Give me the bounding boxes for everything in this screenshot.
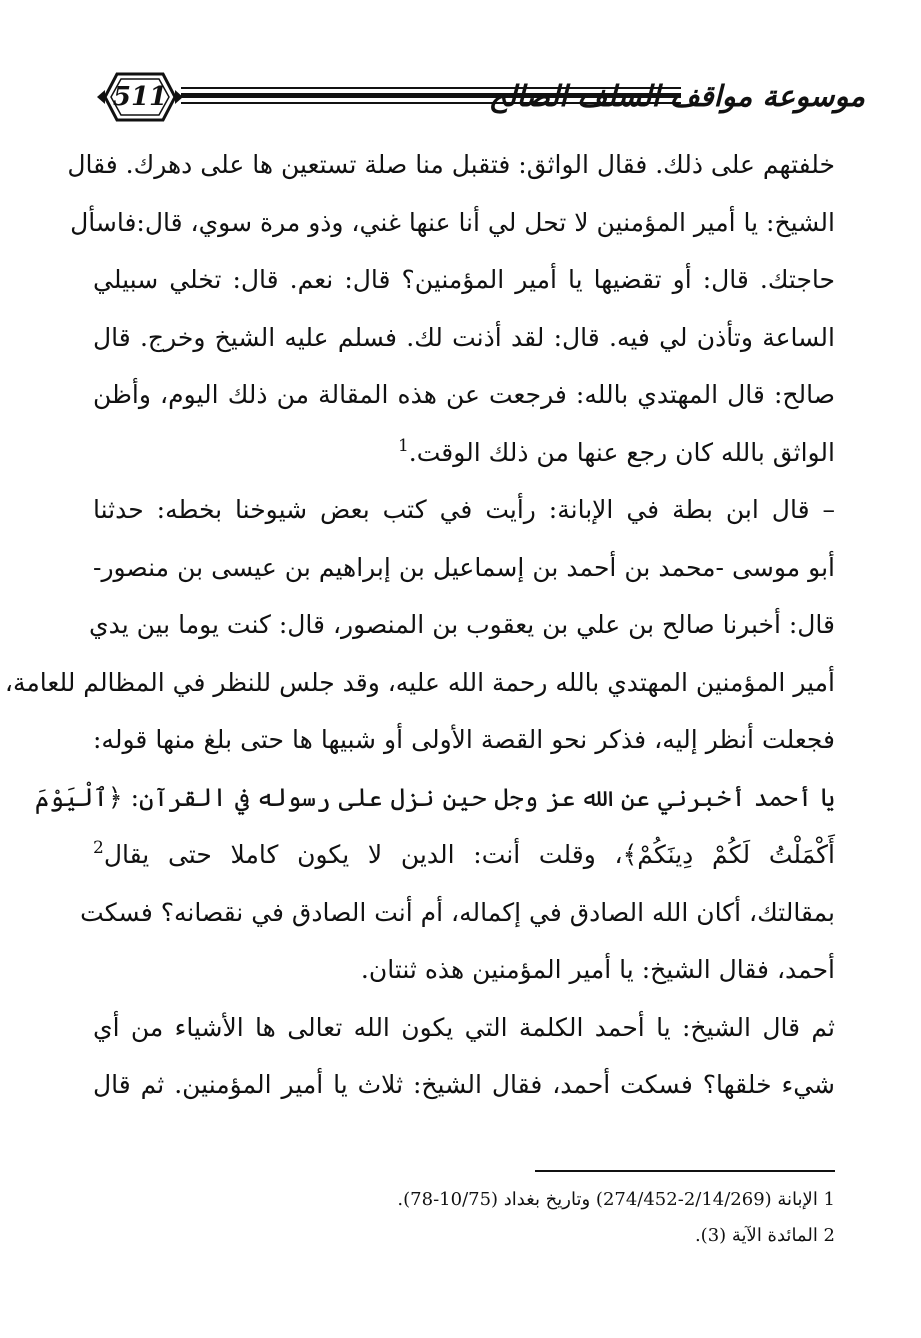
page-number-badge — [95, 68, 185, 126]
footnote-reference[interactable]: 1 — [397, 435, 409, 456]
text-line: قال: أخبرنا صالح بن علي بن يعقوب بن المنصور، قال: كنت يوما بين يدي — [89, 610, 835, 639]
text-line: حاجتك. قال: أو تقضيها يا أمير المؤمنين؟ قال: نعم. قال: تخلي سبيلي — [93, 265, 835, 294]
text-line: – قال ابن بطة في الإبانة: رأيت في كتب بعض شيوخنا بخطه: حدثنا — [93, 495, 835, 524]
text-line: خلفتهم على ذلك. فقال الواثق: فتقبل منا صلة تستعين ها على دهرك. فقال — [67, 150, 835, 179]
text-line: الواثق بالله كان رجع عنها من ذلك الوقت. — [408, 437, 835, 467]
text-line: ثم قال الشيخ: يا أحمد الكلمة التي يكون الله تعالى ها الأشياء من أي — [93, 1012, 835, 1042]
text-line: الشيخ: يا أمير المؤمنين لا تحل لي أنا عنها غني، وذو مرة سوي، قال:فاسأل — [70, 207, 835, 237]
text-line: يا أحمد أخبرني عن الله عز وجل حين نزل على رسوله في القرآن: ﴿ٱلْيَوْمَ — [34, 782, 835, 812]
text-line: أحمد، فقال الشيخ: يا أمير المؤمنين هذه ثنتان. — [360, 955, 835, 984]
text-line: أبو موسى -محمد بن أحمد بن إسماعيل بن إبراهيم بن عيسى بن منصور- — [93, 552, 835, 582]
footnote-2: 2 المائدة الآية (3). — [694, 1225, 835, 1246]
page-header — [95, 62, 865, 132]
text-line: بمقالتك، أكان الله الصادق في إكماله، أم أنت الصادق في نقصانه؟ فسكت — [80, 897, 835, 927]
series-title: موسوعة مواقف السلف الصالح — [488, 79, 865, 113]
text-line: الساعة وتأذن لي فيه. قال: لقد أذنت لك. فسلم عليه الشيخ وخرج. قال — [93, 322, 835, 352]
page-number: 511 — [112, 82, 168, 112]
footnote-1: 1 الإبانة (2/14/269-274/452) وتاريخ بغداد (10/75-78). — [397, 1189, 835, 1210]
text-line: صالح: قال المهتدي بالله: فرجعت عن هذه المقالة من ذلك اليوم، وأظن — [93, 380, 835, 409]
footnote-reference[interactable]: 2 — [93, 838, 104, 858]
main-text — [4, 136, 836, 1114]
text-line: فجعلت أنظر إليه، فذكر نحو القصة الأولى أو شبيها ها حتى بلغ منها قوله: — [93, 725, 836, 754]
footnote-separator — [535, 1170, 835, 1172]
text-line: أمير المؤمنين المهتدي بالله رحمة الله عليه، وقد جلس للنظر في المظالم للعامة، — [4, 667, 835, 697]
text-line-with-footnote — [93, 424, 835, 482]
text-line-with-footnote — [93, 826, 835, 884]
text-line: شيء خلقها؟ فسكت أحمد، فقال الشيخ: ثلاث يا أمير المؤمنين. ثم قال — [93, 1070, 835, 1099]
text-line: أَكْمَلْتُ لَكُمْ دِينَكُمْ﴾، وقلت أنت: الدين لا يكون كاملا حتى يقال — [103, 840, 835, 869]
footnotes — [380, 1182, 835, 1254]
